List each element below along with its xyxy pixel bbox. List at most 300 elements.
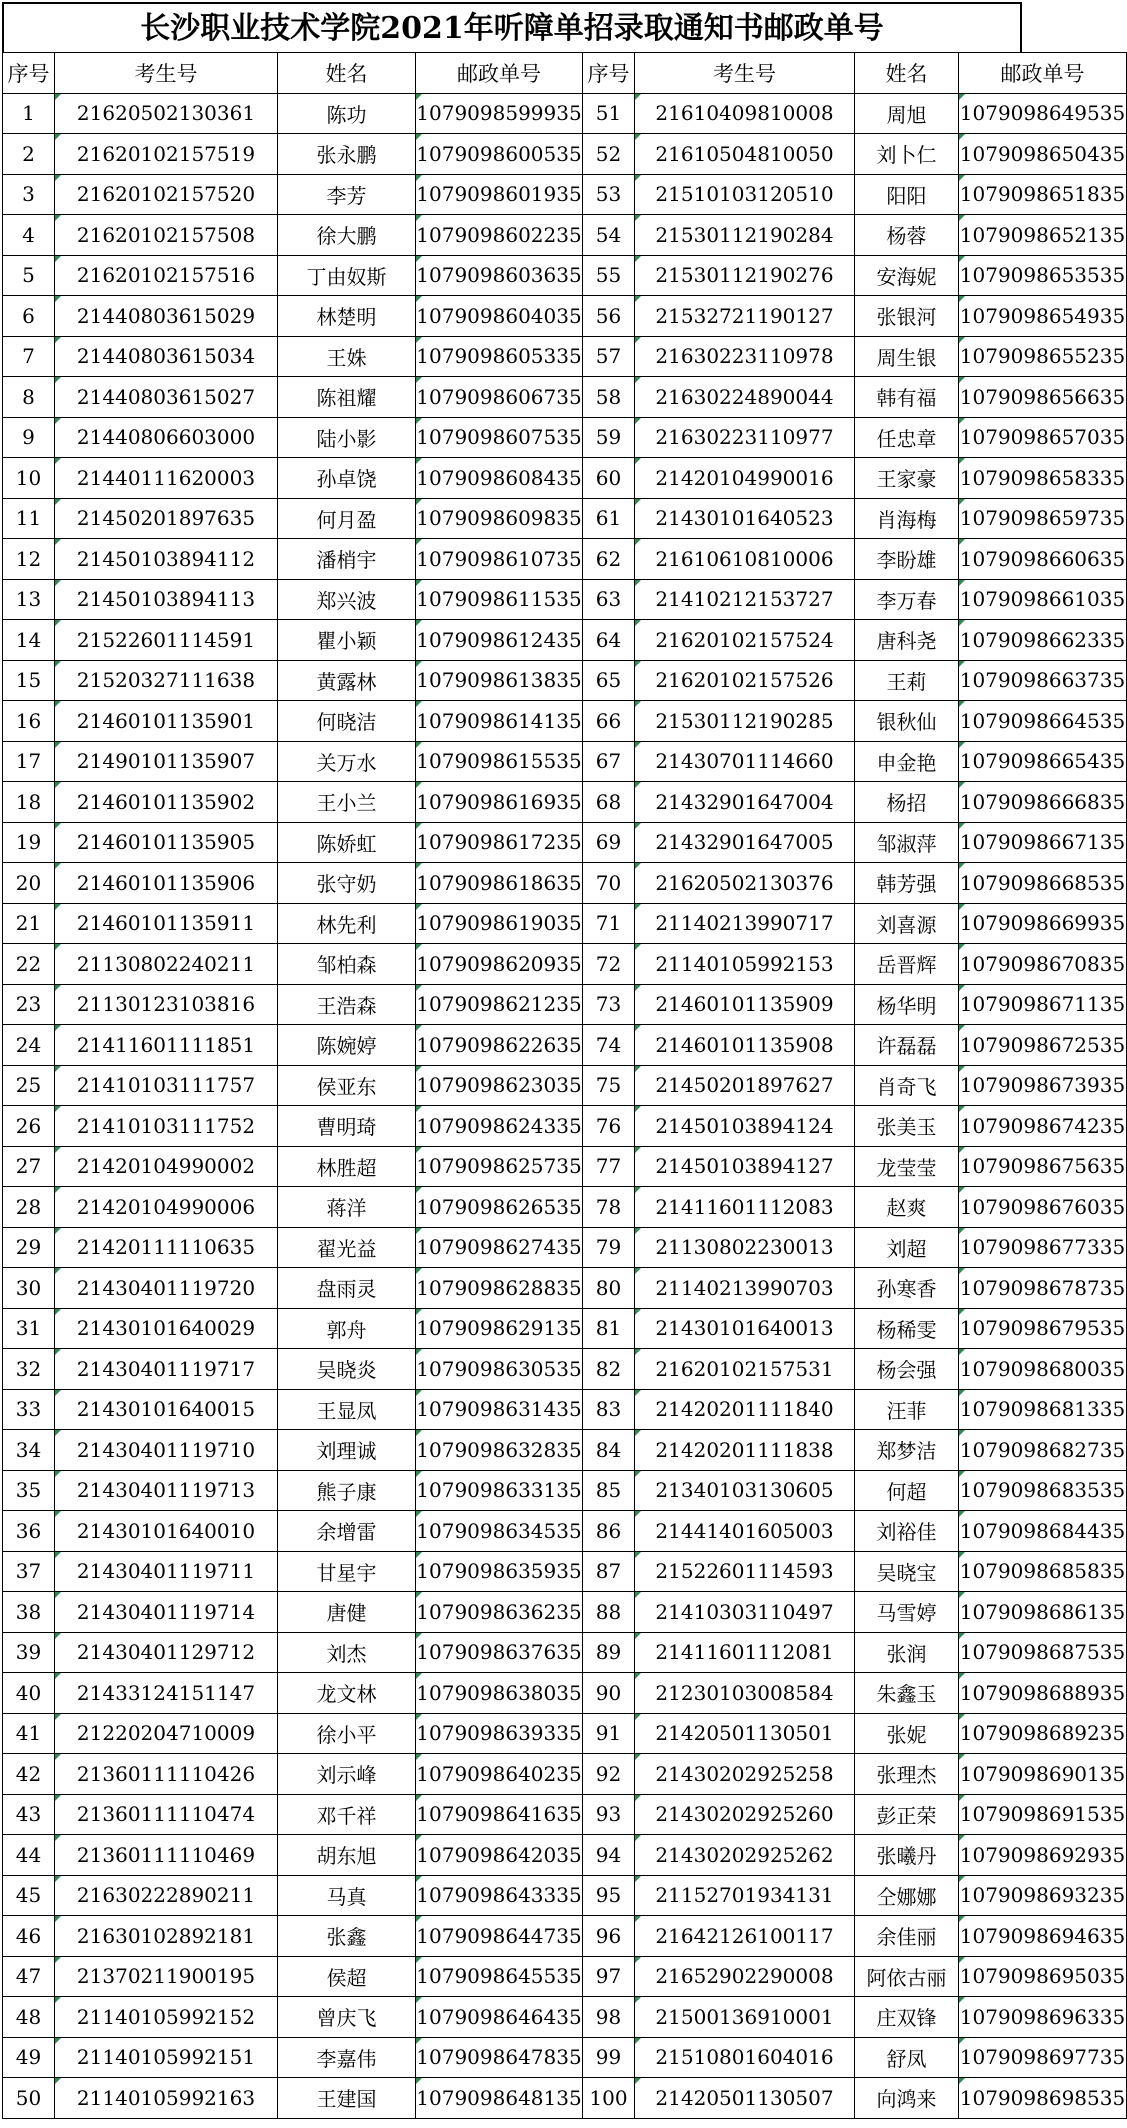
cell-seq: 95 xyxy=(583,1875,635,1916)
cell-seq: 45 xyxy=(3,1875,55,1916)
cell-tracking-no: 1079098651835 xyxy=(959,174,1127,215)
cell-name: 刘卜仁 xyxy=(855,134,959,175)
cell-exam-no: 21530112190276 xyxy=(635,255,855,296)
cell-seq: 17 xyxy=(3,741,55,782)
cell-seq: 69 xyxy=(583,822,635,863)
cell-exam-no: 21652902290008 xyxy=(635,1956,855,1997)
table-row xyxy=(3,1916,1127,1957)
cell-tracking-no: 1079098666835 xyxy=(959,782,1127,823)
mailing-table xyxy=(2,52,1127,2119)
cell-name: 王莉 xyxy=(855,660,959,701)
table-row xyxy=(3,660,1127,701)
cell-tracking-no: 1079098663735 xyxy=(959,660,1127,701)
cell-tracking-no: 1079098654935 xyxy=(959,296,1127,337)
cell-seq: 52 xyxy=(583,134,635,175)
cell-exam-no: 21630224890044 xyxy=(635,377,855,418)
cell-tracking-no: 1079098698535 xyxy=(959,2078,1127,2119)
cell-name: 李芳 xyxy=(278,174,416,215)
cell-tracking-no: 1079098669935 xyxy=(959,903,1127,944)
cell-name: 张鑫 xyxy=(278,1916,416,1957)
cell-name: 何晓洁 xyxy=(278,701,416,742)
cell-seq: 31 xyxy=(3,1308,55,1349)
cell-tracking-no: 1079098623035 xyxy=(416,1065,583,1106)
table-row xyxy=(3,417,1127,458)
cell-seq: 65 xyxy=(583,660,635,701)
cell-tracking-no: 1079098608435 xyxy=(416,458,583,499)
cell-name: 何月盈 xyxy=(278,498,416,539)
cell-exam-no: 21152701934131 xyxy=(635,1875,855,1916)
cell-tracking-no: 1079098679535 xyxy=(959,1308,1127,1349)
cell-exam-no: 21620102157526 xyxy=(635,660,855,701)
cell-seq: 8 xyxy=(3,377,55,418)
cell-tracking-no: 1079098612435 xyxy=(416,620,583,661)
cell-seq: 37 xyxy=(3,1551,55,1592)
cell-seq: 23 xyxy=(3,984,55,1025)
cell-name: 林胜超 xyxy=(278,1146,416,1187)
table-row xyxy=(3,1430,1127,1471)
cell-seq: 56 xyxy=(583,296,635,337)
cell-exam-no: 21410103111757 xyxy=(55,1065,278,1106)
cell-tracking-no: 1079098601935 xyxy=(416,174,583,215)
header-seq: 序号 xyxy=(3,53,55,94)
cell-exam-no: 21420201111840 xyxy=(635,1389,855,1430)
cell-name: 瞿小颖 xyxy=(278,620,416,661)
cell-seq: 90 xyxy=(583,1673,635,1714)
cell-seq: 30 xyxy=(3,1268,55,1309)
cell-tracking-no: 1079098625735 xyxy=(416,1146,583,1187)
cell-tracking-no: 1079098650435 xyxy=(959,134,1127,175)
cell-tracking-no: 1079098599935 xyxy=(416,93,583,134)
table-row xyxy=(3,863,1127,904)
table-row xyxy=(3,174,1127,215)
cell-name: 刘超 xyxy=(855,1227,959,1268)
cell-tracking-no: 1079098622635 xyxy=(416,1025,583,1066)
cell-exam-no: 21620502130376 xyxy=(635,863,855,904)
cell-exam-no: 21130802240211 xyxy=(55,944,278,985)
cell-name: 岳晋辉 xyxy=(855,944,959,985)
cell-name: 侯亚东 xyxy=(278,1065,416,1106)
cell-exam-no: 21460101135902 xyxy=(55,782,278,823)
cell-seq: 96 xyxy=(583,1916,635,1957)
cell-name: 曹明琦 xyxy=(278,1106,416,1147)
cell-tracking-no: 1079098677335 xyxy=(959,1227,1127,1268)
table-row xyxy=(3,1227,1127,1268)
cell-exam-no: 21360111110469 xyxy=(55,1835,278,1876)
cell-exam-no: 21430202925260 xyxy=(635,1794,855,1835)
table-row xyxy=(3,1268,1127,1309)
cell-name: 彭正荣 xyxy=(855,1794,959,1835)
cell-exam-no: 21630223110978 xyxy=(635,336,855,377)
cell-exam-no: 21430202925262 xyxy=(635,1835,855,1876)
cell-tracking-no: 1079098687535 xyxy=(959,1632,1127,1673)
cell-tracking-no: 1079098685835 xyxy=(959,1551,1127,1592)
cell-tracking-no: 1079098667135 xyxy=(959,822,1127,863)
cell-tracking-no: 1079098659735 xyxy=(959,498,1127,539)
cell-exam-no: 21130802230013 xyxy=(635,1227,855,1268)
cell-tracking-no: 1079098691535 xyxy=(959,1794,1127,1835)
cell-seq: 80 xyxy=(583,1268,635,1309)
table-row xyxy=(3,377,1127,418)
cell-name: 韩有福 xyxy=(855,377,959,418)
header-name: 姓名 xyxy=(278,53,416,94)
cell-name: 王姝 xyxy=(278,336,416,377)
header-tracking-no: 邮政单号 xyxy=(416,53,583,94)
cell-name: 徐小平 xyxy=(278,1713,416,1754)
cell-name: 杨会强 xyxy=(855,1349,959,1390)
cell-name: 胡东旭 xyxy=(278,1835,416,1876)
cell-tracking-no: 1079098626535 xyxy=(416,1187,583,1228)
cell-name: 邹柏森 xyxy=(278,944,416,985)
cell-tracking-no: 1079098619035 xyxy=(416,903,583,944)
cell-exam-no: 21630223110977 xyxy=(635,417,855,458)
cell-seq: 60 xyxy=(583,458,635,499)
cell-name: 龙文林 xyxy=(278,1673,416,1714)
cell-exam-no: 21140105992163 xyxy=(55,2078,278,2119)
cell-name: 李嘉伟 xyxy=(278,2037,416,2078)
table-row xyxy=(3,1592,1127,1633)
cell-name: 向鸿来 xyxy=(855,2078,959,2119)
cell-name: 韩芳强 xyxy=(855,863,959,904)
cell-exam-no: 21510103120510 xyxy=(635,174,855,215)
cell-tracking-no: 1079098640235 xyxy=(416,1754,583,1795)
cell-tracking-no: 1079098618635 xyxy=(416,863,583,904)
cell-name: 肖海梅 xyxy=(855,498,959,539)
cell-exam-no: 21441401605003 xyxy=(635,1511,855,1552)
table-row xyxy=(3,903,1127,944)
cell-name: 唐科尧 xyxy=(855,620,959,661)
cell-tracking-no: 1079098682735 xyxy=(959,1430,1127,1471)
cell-name: 李盼雄 xyxy=(855,539,959,580)
cell-exam-no: 21450103894113 xyxy=(55,579,278,620)
cell-seq: 6 xyxy=(3,296,55,337)
cell-seq: 75 xyxy=(583,1065,635,1106)
cell-exam-no: 21460101135911 xyxy=(55,903,278,944)
cell-tracking-no: 1079098603635 xyxy=(416,255,583,296)
cell-seq: 33 xyxy=(3,1389,55,1430)
cell-tracking-no: 1079098662335 xyxy=(959,620,1127,661)
cell-seq: 35 xyxy=(3,1470,55,1511)
cell-name: 王小兰 xyxy=(278,782,416,823)
cell-name: 陆小影 xyxy=(278,417,416,458)
table-row xyxy=(3,579,1127,620)
cell-seq: 42 xyxy=(3,1754,55,1795)
cell-tracking-no: 1079098643335 xyxy=(416,1875,583,1916)
cell-seq: 83 xyxy=(583,1389,635,1430)
table-row xyxy=(3,1875,1127,1916)
cell-seq: 21 xyxy=(3,903,55,944)
table-row xyxy=(3,984,1127,1025)
cell-tracking-no: 1079098661035 xyxy=(959,579,1127,620)
cell-exam-no: 21630102892181 xyxy=(55,1916,278,1957)
cell-exam-no: 21620102157524 xyxy=(635,620,855,661)
cell-tracking-no: 1079098644735 xyxy=(416,1916,583,1957)
table-row xyxy=(3,2037,1127,2078)
cell-name: 林先利 xyxy=(278,903,416,944)
table-row xyxy=(3,296,1127,337)
cell-seq: 62 xyxy=(583,539,635,580)
cell-tracking-no: 1079098647835 xyxy=(416,2037,583,2078)
cell-exam-no: 21411601112081 xyxy=(635,1632,855,1673)
cell-exam-no: 21522601114591 xyxy=(55,620,278,661)
table-row xyxy=(3,255,1127,296)
cell-tracking-no: 1079098610735 xyxy=(416,539,583,580)
cell-tracking-no: 1079098606735 xyxy=(416,377,583,418)
cell-tracking-no: 1079098695035 xyxy=(959,1956,1127,1997)
cell-name: 盘雨灵 xyxy=(278,1268,416,1309)
cell-name: 曾庆飞 xyxy=(278,1997,416,2038)
cell-seq: 97 xyxy=(583,1956,635,1997)
cell-exam-no: 21620102157516 xyxy=(55,255,278,296)
cell-name: 舒凤 xyxy=(855,2037,959,2078)
cell-name: 侯超 xyxy=(278,1956,416,1997)
cell-seq: 81 xyxy=(583,1308,635,1349)
cell-exam-no: 21140105992153 xyxy=(635,944,855,985)
cell-exam-no: 21430101640015 xyxy=(55,1389,278,1430)
cell-exam-no: 21430101640029 xyxy=(55,1308,278,1349)
cell-tracking-no: 1079098627435 xyxy=(416,1227,583,1268)
cell-seq: 46 xyxy=(3,1916,55,1957)
cell-seq: 63 xyxy=(583,579,635,620)
cell-seq: 73 xyxy=(583,984,635,1025)
cell-tracking-no: 1079098642035 xyxy=(416,1835,583,1876)
cell-name: 杨招 xyxy=(855,782,959,823)
cell-seq: 14 xyxy=(3,620,55,661)
cell-name: 孙卓饶 xyxy=(278,458,416,499)
cell-tracking-no: 1079098617235 xyxy=(416,822,583,863)
cell-exam-no: 21440803615034 xyxy=(55,336,278,377)
cell-exam-no: 21490101135907 xyxy=(55,741,278,782)
table-row xyxy=(3,1673,1127,1714)
cell-tracking-no: 1079098656635 xyxy=(959,377,1127,418)
cell-seq: 39 xyxy=(3,1632,55,1673)
cell-exam-no: 21430401119720 xyxy=(55,1268,278,1309)
cell-exam-no: 21610409810008 xyxy=(635,93,855,134)
cell-seq: 24 xyxy=(3,1025,55,1066)
cell-seq: 79 xyxy=(583,1227,635,1268)
cell-tracking-no: 1079098681335 xyxy=(959,1389,1127,1430)
cell-exam-no: 21450103894112 xyxy=(55,539,278,580)
cell-name: 刘杰 xyxy=(278,1632,416,1673)
cell-name: 余佳丽 xyxy=(855,1916,959,1957)
cell-exam-no: 21340103130605 xyxy=(635,1470,855,1511)
cell-exam-no: 21140105992151 xyxy=(55,2037,278,2078)
cell-exam-no: 21460101135908 xyxy=(635,1025,855,1066)
table-row xyxy=(3,741,1127,782)
cell-tracking-no: 1079098684435 xyxy=(959,1511,1127,1552)
cell-seq: 77 xyxy=(583,1146,635,1187)
cell-tracking-no: 1079098600535 xyxy=(416,134,583,175)
table-row xyxy=(3,1065,1127,1106)
cell-seq: 85 xyxy=(583,1470,635,1511)
cell-tracking-no: 1079098649535 xyxy=(959,93,1127,134)
cell-seq: 89 xyxy=(583,1632,635,1673)
cell-tracking-no: 1079098632835 xyxy=(416,1430,583,1471)
cell-tracking-no: 1079098616935 xyxy=(416,782,583,823)
table-row xyxy=(3,1754,1127,1795)
header-exam-no: 考生号 xyxy=(635,53,855,94)
cell-tracking-no: 1079098628835 xyxy=(416,1268,583,1309)
cell-name: 陈婉婷 xyxy=(278,1025,416,1066)
cell-exam-no: 21420104990016 xyxy=(635,458,855,499)
cell-exam-no: 21610610810006 xyxy=(635,539,855,580)
cell-tracking-no: 1079098696335 xyxy=(959,1997,1127,2038)
cell-seq: 59 xyxy=(583,417,635,458)
cell-name: 甘星宇 xyxy=(278,1551,416,1592)
cell-seq: 50 xyxy=(3,2078,55,2119)
cell-seq: 48 xyxy=(3,1997,55,2038)
cell-tracking-no: 1079098645535 xyxy=(416,1956,583,1997)
cell-tracking-no: 1079098692935 xyxy=(959,1835,1127,1876)
header-row xyxy=(3,53,1127,94)
cell-seq: 92 xyxy=(583,1754,635,1795)
cell-exam-no: 21411601112083 xyxy=(635,1187,855,1228)
cell-exam-no: 21411601111851 xyxy=(55,1025,278,1066)
cell-seq: 15 xyxy=(3,660,55,701)
table-row xyxy=(3,498,1127,539)
table-row xyxy=(3,2078,1127,2119)
cell-seq: 40 xyxy=(3,1673,55,1714)
cell-tracking-no: 1079098664535 xyxy=(959,701,1127,742)
table-row xyxy=(3,1187,1127,1228)
sheet xyxy=(2,2,1126,2119)
table-row xyxy=(3,1997,1127,2038)
cell-seq: 87 xyxy=(583,1551,635,1592)
cell-seq: 38 xyxy=(3,1592,55,1633)
cell-tracking-no: 1079098680035 xyxy=(959,1349,1127,1390)
cell-name: 马真 xyxy=(278,1875,416,1916)
cell-exam-no: 21430401119710 xyxy=(55,1430,278,1471)
cell-exam-no: 21420501130507 xyxy=(635,2078,855,2119)
cell-tracking-no: 1079098648135 xyxy=(416,2078,583,2119)
cell-seq: 41 xyxy=(3,1713,55,1754)
cell-seq: 94 xyxy=(583,1835,635,1876)
cell-name: 陈娇虹 xyxy=(278,822,416,863)
cell-tracking-no: 1079098602235 xyxy=(416,215,583,256)
cell-name: 吴晓炎 xyxy=(278,1349,416,1390)
cell-name: 邓千祥 xyxy=(278,1794,416,1835)
table-row xyxy=(3,539,1127,580)
cell-name: 关万水 xyxy=(278,741,416,782)
cell-name: 余增雷 xyxy=(278,1511,416,1552)
table-row xyxy=(3,1470,1127,1511)
cell-exam-no: 21410303110497 xyxy=(635,1592,855,1633)
cell-exam-no: 21460101135901 xyxy=(55,701,278,742)
cell-exam-no: 21430202925258 xyxy=(635,1754,855,1795)
cell-name: 阿依古丽 xyxy=(855,1956,959,1997)
cell-tracking-no: 1079098611535 xyxy=(416,579,583,620)
cell-exam-no: 21530112190285 xyxy=(635,701,855,742)
table-row xyxy=(3,701,1127,742)
cell-name: 黄露林 xyxy=(278,660,416,701)
cell-seq: 93 xyxy=(583,1794,635,1835)
table-row xyxy=(3,336,1127,377)
table-row xyxy=(3,1146,1127,1187)
cell-tracking-no: 1079098655235 xyxy=(959,336,1127,377)
page-title: 长沙职业技术学院2021年听障单招录取通知书邮政单号 xyxy=(2,2,1022,52)
cell-name: 肖奇飞 xyxy=(855,1065,959,1106)
cell-name: 仝娜娜 xyxy=(855,1875,959,1916)
cell-exam-no: 21420104990006 xyxy=(55,1187,278,1228)
cell-tracking-no: 1079098620935 xyxy=(416,944,583,985)
cell-seq: 98 xyxy=(583,1997,635,2038)
cell-exam-no: 21522601114593 xyxy=(635,1551,855,1592)
cell-exam-no: 21140213990717 xyxy=(635,903,855,944)
cell-seq: 10 xyxy=(3,458,55,499)
cell-tracking-no: 1079098646435 xyxy=(416,1997,583,2038)
cell-seq: 20 xyxy=(3,863,55,904)
cell-name: 王浩森 xyxy=(278,984,416,1025)
cell-exam-no: 21360111110426 xyxy=(55,1754,278,1795)
cell-tracking-no: 1079098674235 xyxy=(959,1106,1127,1147)
cell-tracking-no: 1079098693235 xyxy=(959,1875,1127,1916)
cell-exam-no: 21430401119717 xyxy=(55,1349,278,1390)
cell-exam-no: 21140213990703 xyxy=(635,1268,855,1309)
cell-name: 阳阳 xyxy=(855,174,959,215)
cell-name: 熊子康 xyxy=(278,1470,416,1511)
cell-tracking-no: 1079098631435 xyxy=(416,1389,583,1430)
cell-name: 郭舟 xyxy=(278,1308,416,1349)
cell-seq: 71 xyxy=(583,903,635,944)
cell-seq: 43 xyxy=(3,1794,55,1835)
cell-tracking-no: 1079098607535 xyxy=(416,417,583,458)
cell-seq: 2 xyxy=(3,134,55,175)
cell-seq: 74 xyxy=(583,1025,635,1066)
cell-name: 张守奶 xyxy=(278,863,416,904)
cell-exam-no: 21430101640523 xyxy=(635,498,855,539)
cell-exam-no: 21440803615027 xyxy=(55,377,278,418)
cell-exam-no: 21460101135905 xyxy=(55,822,278,863)
cell-exam-no: 21420104990002 xyxy=(55,1146,278,1187)
cell-tracking-no: 1079098639335 xyxy=(416,1713,583,1754)
cell-tracking-no: 1079098670835 xyxy=(959,944,1127,985)
cell-seq: 25 xyxy=(3,1065,55,1106)
cell-name: 安海妮 xyxy=(855,255,959,296)
cell-seq: 76 xyxy=(583,1106,635,1147)
cell-seq: 27 xyxy=(3,1146,55,1187)
cell-tracking-no: 1079098621235 xyxy=(416,984,583,1025)
cell-seq: 70 xyxy=(583,863,635,904)
table-row xyxy=(3,1511,1127,1552)
cell-seq: 88 xyxy=(583,1592,635,1633)
cell-exam-no: 21520327111638 xyxy=(55,660,278,701)
cell-seq: 26 xyxy=(3,1106,55,1147)
cell-exam-no: 21642126100117 xyxy=(635,1916,855,1957)
cell-seq: 4 xyxy=(3,215,55,256)
cell-seq: 18 xyxy=(3,782,55,823)
cell-exam-no: 21450201897627 xyxy=(635,1065,855,1106)
cell-name: 朱鑫玉 xyxy=(855,1673,959,1714)
cell-tracking-no: 1079098609835 xyxy=(416,498,583,539)
header-tracking-no: 邮政单号 xyxy=(959,53,1127,94)
cell-exam-no: 21420501130501 xyxy=(635,1713,855,1754)
table-row xyxy=(3,1632,1127,1673)
cell-name: 翟光益 xyxy=(278,1227,416,1268)
cell-seq: 16 xyxy=(3,701,55,742)
cell-exam-no: 21620502130361 xyxy=(55,93,278,134)
cell-exam-no: 21432901647004 xyxy=(635,782,855,823)
cell-seq: 1 xyxy=(3,93,55,134)
cell-name: 郑梦洁 xyxy=(855,1430,959,1471)
cell-tracking-no: 1079098668535 xyxy=(959,863,1127,904)
cell-name: 刘裕佳 xyxy=(855,1511,959,1552)
cell-name: 王家豪 xyxy=(855,458,959,499)
cell-seq: 61 xyxy=(583,498,635,539)
cell-name: 张曦丹 xyxy=(855,1835,959,1876)
cell-seq: 3 xyxy=(3,174,55,215)
cell-tracking-no: 1079098652135 xyxy=(959,215,1127,256)
cell-seq: 9 xyxy=(3,417,55,458)
cell-exam-no: 21430101640013 xyxy=(635,1308,855,1349)
